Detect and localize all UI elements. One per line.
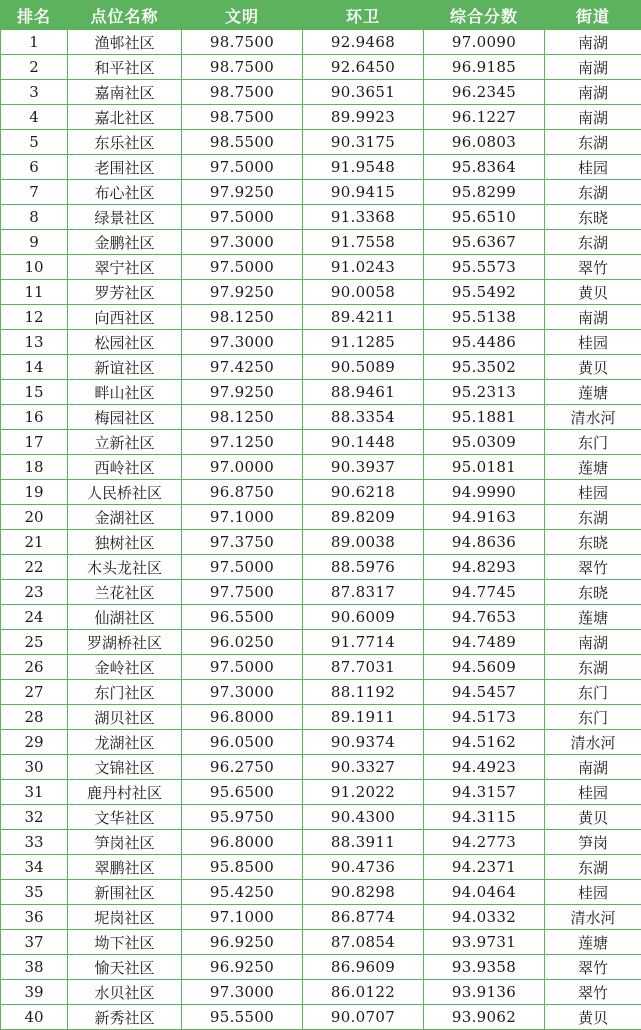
sanitation-score-cell: 90.0058: [303, 280, 424, 305]
civility-score-cell: 97.3000: [182, 230, 303, 255]
civility-score-cell: 96.8750: [182, 480, 303, 505]
civility-score-cell: 96.9250: [182, 955, 303, 980]
civility-score-cell: 97.9250: [182, 280, 303, 305]
composite-score-cell: 95.5138: [424, 305, 545, 330]
location-name-cell: 西岭社区: [68, 455, 182, 480]
subdistrict-cell: 莲塘: [545, 455, 641, 480]
composite-score-cell: 94.0332: [424, 905, 545, 930]
location-name-cell: 龙湖社区: [68, 730, 182, 755]
header-composite-score: 综合分数: [424, 1, 545, 30]
rank-cell: 37: [1, 930, 68, 955]
table-row: [1, 80, 641, 105]
sanitation-score-cell: 87.8317: [303, 580, 424, 605]
location-name-cell: 新谊社区: [68, 355, 182, 380]
civility-score-cell: 95.6500: [182, 780, 303, 805]
table-row: [1, 680, 641, 705]
subdistrict-cell: 东晓: [545, 530, 641, 555]
sanitation-score-cell: 89.9923: [303, 105, 424, 130]
location-name-cell: 文锦社区: [68, 755, 182, 780]
composite-score-cell: 94.5162: [424, 730, 545, 755]
sanitation-score-cell: 89.4211: [303, 305, 424, 330]
subdistrict-cell: 莲塘: [545, 380, 641, 405]
rank-cell: 38: [1, 955, 68, 980]
header-rank: 排名: [1, 1, 68, 30]
composite-score-cell: 93.9062: [424, 1005, 545, 1030]
sanitation-score-cell: 87.0854: [303, 930, 424, 955]
subdistrict-cell: 桂园: [545, 480, 641, 505]
composite-score-cell: 95.5492: [424, 280, 545, 305]
rank-cell: 23: [1, 580, 68, 605]
sanitation-score-cell: 92.6450: [303, 55, 424, 80]
subdistrict-cell: 桂园: [545, 330, 641, 355]
table-row: [1, 780, 641, 805]
table-row: [1, 955, 641, 980]
header-sanitation: 环卫: [303, 1, 424, 30]
table-row: [1, 255, 641, 280]
subdistrict-cell: 笋岗: [545, 830, 641, 855]
civility-score-cell: 98.7500: [182, 105, 303, 130]
rank-cell: 35: [1, 880, 68, 905]
sanitation-score-cell: 88.3911: [303, 830, 424, 855]
location-name-cell: 水贝社区: [68, 980, 182, 1005]
civility-score-cell: 95.4250: [182, 880, 303, 905]
table-row: [1, 980, 641, 1005]
rank-cell: 32: [1, 805, 68, 830]
subdistrict-cell: 南湖: [545, 55, 641, 80]
rank-cell: 28: [1, 705, 68, 730]
rank-cell: 11: [1, 280, 68, 305]
composite-score-cell: 94.5609: [424, 655, 545, 680]
table-row: [1, 930, 641, 955]
subdistrict-cell: 东湖: [545, 230, 641, 255]
composite-score-cell: 94.8636: [424, 530, 545, 555]
rank-cell: 18: [1, 455, 68, 480]
table-row: [1, 855, 641, 880]
table-row: [1, 705, 641, 730]
civility-score-cell: 97.1000: [182, 505, 303, 530]
sanitation-score-cell: 90.1448: [303, 430, 424, 455]
table-row: [1, 880, 641, 905]
civility-score-cell: 97.3750: [182, 530, 303, 555]
header-civility: 文明: [182, 1, 303, 30]
rank-cell: 26: [1, 655, 68, 680]
subdistrict-cell: 东门: [545, 680, 641, 705]
composite-score-cell: 94.5173: [424, 705, 545, 730]
subdistrict-cell: 东湖: [545, 130, 641, 155]
rank-cell: 1: [1, 30, 68, 55]
sanitation-score-cell: 90.3937: [303, 455, 424, 480]
sanitation-score-cell: 91.7714: [303, 630, 424, 655]
table-row: [1, 105, 641, 130]
table-row: [1, 830, 641, 855]
subdistrict-cell: 南湖: [545, 80, 641, 105]
location-name-cell: 翠鹏社区: [68, 855, 182, 880]
rank-cell: 30: [1, 755, 68, 780]
subdistrict-cell: 桂园: [545, 780, 641, 805]
composite-score-cell: 95.6367: [424, 230, 545, 255]
location-name-cell: 向西社区: [68, 305, 182, 330]
subdistrict-cell: 莲塘: [545, 605, 641, 630]
composite-score-cell: 94.9990: [424, 480, 545, 505]
civility-score-cell: 98.1250: [182, 405, 303, 430]
civility-score-cell: 97.4250: [182, 355, 303, 380]
composite-score-cell: 94.0464: [424, 880, 545, 905]
composite-score-cell: 95.8299: [424, 180, 545, 205]
composite-score-cell: 94.2773: [424, 830, 545, 855]
civility-score-cell: 97.9250: [182, 180, 303, 205]
civility-score-cell: 97.3000: [182, 330, 303, 355]
rank-cell: 9: [1, 230, 68, 255]
table-row: [1, 280, 641, 305]
sanitation-score-cell: 88.3354: [303, 405, 424, 430]
location-name-cell: 老围社区: [68, 155, 182, 180]
civility-score-cell: 97.5000: [182, 255, 303, 280]
location-name-cell: 渔邨社区: [68, 30, 182, 55]
location-name-cell: 罗湖桥社区: [68, 630, 182, 655]
rank-cell: 40: [1, 1005, 68, 1030]
sanitation-score-cell: 91.0243: [303, 255, 424, 280]
civility-score-cell: 97.3000: [182, 980, 303, 1005]
rank-cell: 27: [1, 680, 68, 705]
composite-score-cell: 94.8293: [424, 555, 545, 580]
location-name-cell: 坳下社区: [68, 930, 182, 955]
civility-score-cell: 97.5000: [182, 205, 303, 230]
location-name-cell: 翠宁社区: [68, 255, 182, 280]
rank-cell: 34: [1, 855, 68, 880]
civility-score-cell: 96.8000: [182, 830, 303, 855]
civility-score-cell: 96.2750: [182, 755, 303, 780]
location-name-cell: 东门社区: [68, 680, 182, 705]
subdistrict-cell: 南湖: [545, 755, 641, 780]
location-name-cell: 松园社区: [68, 330, 182, 355]
table-row: [1, 130, 641, 155]
composite-score-cell: 94.4923: [424, 755, 545, 780]
civility-score-cell: 97.1000: [182, 905, 303, 930]
sanitation-score-cell: 90.6009: [303, 605, 424, 630]
subdistrict-cell: 翠竹: [545, 555, 641, 580]
composite-score-cell: 94.2371: [424, 855, 545, 880]
table-row: [1, 405, 641, 430]
location-name-cell: 畔山社区: [68, 380, 182, 405]
subdistrict-cell: 清水河: [545, 730, 641, 755]
sanitation-score-cell: 91.1285: [303, 330, 424, 355]
sanitation-score-cell: 89.0038: [303, 530, 424, 555]
composite-score-cell: 96.2345: [424, 80, 545, 105]
subdistrict-cell: 东晓: [545, 205, 641, 230]
subdistrict-cell: 东湖: [545, 505, 641, 530]
sanitation-score-cell: 91.3368: [303, 205, 424, 230]
table-row: [1, 605, 641, 630]
civility-score-cell: 95.9750: [182, 805, 303, 830]
rank-cell: 10: [1, 255, 68, 280]
civility-score-cell: 98.7500: [182, 30, 303, 55]
rank-cell: 17: [1, 430, 68, 455]
table-row: [1, 905, 641, 930]
civility-score-cell: 98.7500: [182, 55, 303, 80]
location-name-cell: 坭岗社区: [68, 905, 182, 930]
rank-cell: 12: [1, 305, 68, 330]
civility-score-cell: 97.3000: [182, 680, 303, 705]
sanitation-score-cell: 90.4300: [303, 805, 424, 830]
table-row: [1, 155, 641, 180]
table-row: [1, 455, 641, 480]
rank-cell: 13: [1, 330, 68, 355]
rank-cell: 6: [1, 155, 68, 180]
composite-score-cell: 95.6510: [424, 205, 545, 230]
rank-cell: 7: [1, 180, 68, 205]
location-name-cell: 布心社区: [68, 180, 182, 205]
subdistrict-cell: 黄贝: [545, 1005, 641, 1030]
rank-cell: 31: [1, 780, 68, 805]
subdistrict-cell: 翠竹: [545, 980, 641, 1005]
sanitation-score-cell: 90.3327: [303, 755, 424, 780]
rank-cell: 33: [1, 830, 68, 855]
composite-score-cell: 94.5457: [424, 680, 545, 705]
sanitation-score-cell: 90.4736: [303, 855, 424, 880]
table-row: [1, 430, 641, 455]
header-location-name: 点位名称: [68, 1, 182, 30]
sanitation-score-cell: 90.8298: [303, 880, 424, 905]
rank-cell: 14: [1, 355, 68, 380]
sanitation-score-cell: 91.9548: [303, 155, 424, 180]
sanitation-score-cell: 86.8774: [303, 905, 424, 930]
civility-score-cell: 98.5500: [182, 130, 303, 155]
table-row: [1, 630, 641, 655]
subdistrict-cell: 东门: [545, 430, 641, 455]
subdistrict-cell: 黄贝: [545, 355, 641, 380]
subdistrict-cell: 东门: [545, 705, 641, 730]
location-name-cell: 仙湖社区: [68, 605, 182, 630]
subdistrict-cell: 清水河: [545, 405, 641, 430]
sanitation-score-cell: 88.9461: [303, 380, 424, 405]
rank-cell: 19: [1, 480, 68, 505]
location-name-cell: 立新社区: [68, 430, 182, 455]
composite-score-cell: 95.5573: [424, 255, 545, 280]
civility-score-cell: 97.5000: [182, 555, 303, 580]
location-name-cell: 嘉南社区: [68, 80, 182, 105]
location-name-cell: 和平社区: [68, 55, 182, 80]
subdistrict-cell: 南湖: [545, 630, 641, 655]
sanitation-score-cell: 90.0707: [303, 1005, 424, 1030]
subdistrict-cell: 桂园: [545, 155, 641, 180]
subdistrict-cell: 东湖: [545, 180, 641, 205]
subdistrict-cell: 南湖: [545, 105, 641, 130]
subdistrict-cell: 莲塘: [545, 930, 641, 955]
subdistrict-cell: 黄贝: [545, 805, 641, 830]
location-name-cell: 梅园社区: [68, 405, 182, 430]
rank-cell: 5: [1, 130, 68, 155]
subdistrict-cell: 翠竹: [545, 255, 641, 280]
civility-score-cell: 98.7500: [182, 80, 303, 105]
rank-cell: 36: [1, 905, 68, 930]
location-name-cell: 新围社区: [68, 880, 182, 905]
rank-cell: 20: [1, 505, 68, 530]
table-row: [1, 30, 641, 55]
subdistrict-cell: 翠竹: [545, 955, 641, 980]
table-header: [1, 1, 641, 30]
subdistrict-cell: 黄贝: [545, 280, 641, 305]
sanitation-score-cell: 88.5976: [303, 555, 424, 580]
sanitation-score-cell: 88.1192: [303, 680, 424, 705]
table-row: [1, 230, 641, 255]
composite-score-cell: 95.2313: [424, 380, 545, 405]
table-row: [1, 505, 641, 530]
table-row: [1, 730, 641, 755]
civility-score-cell: 95.8500: [182, 855, 303, 880]
table-row: [1, 330, 641, 355]
civility-score-cell: 96.0500: [182, 730, 303, 755]
civility-score-cell: 97.1250: [182, 430, 303, 455]
rank-cell: 29: [1, 730, 68, 755]
sanitation-score-cell: 86.0122: [303, 980, 424, 1005]
location-name-cell: 独树社区: [68, 530, 182, 555]
table-row: [1, 205, 641, 230]
rank-cell: 21: [1, 530, 68, 555]
composite-score-cell: 94.7745: [424, 580, 545, 605]
subdistrict-cell: 南湖: [545, 30, 641, 55]
table-row: [1, 530, 641, 555]
sanitation-score-cell: 89.8209: [303, 505, 424, 530]
sanitation-score-cell: 90.3175: [303, 130, 424, 155]
civility-score-cell: 98.1250: [182, 305, 303, 330]
table-row: [1, 580, 641, 605]
composite-score-cell: 96.0803: [424, 130, 545, 155]
composite-score-cell: 94.7489: [424, 630, 545, 655]
location-name-cell: 文华社区: [68, 805, 182, 830]
location-name-cell: 兰花社区: [68, 580, 182, 605]
sanitation-score-cell: 90.3651: [303, 80, 424, 105]
location-name-cell: 鹿丹村社区: [68, 780, 182, 805]
table-row: [1, 755, 641, 780]
composite-score-cell: 95.1881: [424, 405, 545, 430]
composite-score-cell: 93.9358: [424, 955, 545, 980]
rank-cell: 15: [1, 380, 68, 405]
civility-score-cell: 96.5500: [182, 605, 303, 630]
sanitation-score-cell: 90.9374: [303, 730, 424, 755]
subdistrict-cell: 清水河: [545, 905, 641, 930]
table-row: [1, 55, 641, 80]
location-name-cell: 东乐社区: [68, 130, 182, 155]
civility-score-cell: 97.0000: [182, 455, 303, 480]
civility-score-cell: 97.9250: [182, 380, 303, 405]
composite-score-cell: 93.9136: [424, 980, 545, 1005]
table-row: [1, 305, 641, 330]
sanitation-score-cell: 87.7031: [303, 655, 424, 680]
rank-cell: 3: [1, 80, 68, 105]
composite-score-cell: 94.7653: [424, 605, 545, 630]
rank-cell: 22: [1, 555, 68, 580]
sanitation-score-cell: 91.7558: [303, 230, 424, 255]
table-row: [1, 555, 641, 580]
subdistrict-cell: 东晓: [545, 580, 641, 605]
subdistrict-cell: 东湖: [545, 655, 641, 680]
civility-score-cell: 95.5500: [182, 1005, 303, 1030]
table-row: [1, 480, 641, 505]
location-name-cell: 罗芳社区: [68, 280, 182, 305]
rank-cell: 39: [1, 980, 68, 1005]
subdistrict-cell: 桂园: [545, 880, 641, 905]
civility-score-cell: 97.5000: [182, 155, 303, 180]
composite-score-cell: 95.3502: [424, 355, 545, 380]
sanitation-score-cell: 90.9415: [303, 180, 424, 205]
header-subdistrict: 街道: [545, 1, 641, 30]
composite-score-cell: 95.4486: [424, 330, 545, 355]
sanitation-score-cell: 92.9468: [303, 30, 424, 55]
sanitation-score-cell: 90.6218: [303, 480, 424, 505]
location-name-cell: 绿景社区: [68, 205, 182, 230]
composite-score-cell: 95.8364: [424, 155, 545, 180]
sanitation-score-cell: 91.2022: [303, 780, 424, 805]
composite-score-cell: 94.3115: [424, 805, 545, 830]
table-row: [1, 380, 641, 405]
civility-score-cell: 97.7500: [182, 580, 303, 605]
location-name-cell: 金鹏社区: [68, 230, 182, 255]
subdistrict-cell: 东湖: [545, 855, 641, 880]
location-name-cell: 新秀社区: [68, 1005, 182, 1030]
location-name-cell: 嘉北社区: [68, 105, 182, 130]
rank-cell: 2: [1, 55, 68, 80]
location-name-cell: 笋岗社区: [68, 830, 182, 855]
location-name-cell: 湖贝社区: [68, 705, 182, 730]
location-name-cell: 人民桥社区: [68, 480, 182, 505]
sanitation-score-cell: 86.9609: [303, 955, 424, 980]
composite-score-cell: 96.9185: [424, 55, 545, 80]
composite-score-cell: 95.0181: [424, 455, 545, 480]
table-body: [1, 30, 641, 1030]
header-row: [1, 1, 641, 30]
civility-score-cell: 97.5000: [182, 655, 303, 680]
composite-score-cell: 95.0309: [424, 430, 545, 455]
rank-cell: 24: [1, 605, 68, 630]
rank-cell: 8: [1, 205, 68, 230]
table-row: [1, 1005, 641, 1030]
subdistrict-cell: 南湖: [545, 305, 641, 330]
composite-score-cell: 96.1227: [424, 105, 545, 130]
civility-score-cell: 96.8000: [182, 705, 303, 730]
civility-score-cell: 96.0250: [182, 630, 303, 655]
rank-cell: 4: [1, 105, 68, 130]
composite-score-cell: 97.0090: [424, 30, 545, 55]
civility-score-cell: 96.9250: [182, 930, 303, 955]
location-name-cell: 木头龙社区: [68, 555, 182, 580]
location-name-cell: 金岭社区: [68, 655, 182, 680]
table-row: [1, 355, 641, 380]
rank-cell: 16: [1, 405, 68, 430]
location-name-cell: 愉天社区: [68, 955, 182, 980]
table-row: [1, 180, 641, 205]
table-row: [1, 805, 641, 830]
composite-score-cell: 94.9163: [424, 505, 545, 530]
composite-score-cell: 94.3157: [424, 780, 545, 805]
sanitation-score-cell: 89.1911: [303, 705, 424, 730]
location-name-cell: 金湖社区: [68, 505, 182, 530]
rank-cell: 25: [1, 630, 68, 655]
composite-score-cell: 93.9731: [424, 930, 545, 955]
table-row: [1, 655, 641, 680]
sanitation-score-cell: 90.5089: [303, 355, 424, 380]
